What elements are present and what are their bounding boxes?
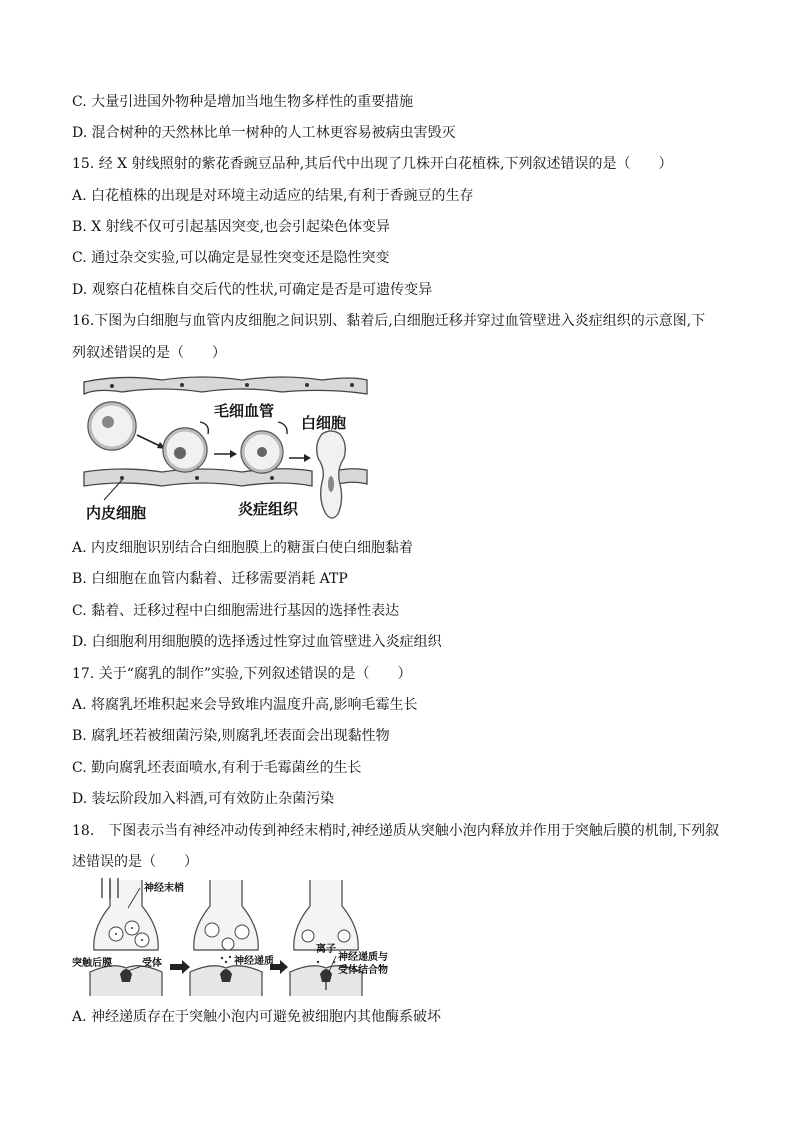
label-receptor: 受体: [142, 958, 162, 969]
curved-arrow-icon: [200, 422, 208, 434]
arrow-icon: [289, 454, 311, 462]
label-inflamed-tissue: 炎症组织: [238, 500, 299, 518]
label-complex-line1: 神经递质与: [338, 952, 388, 963]
arrow-icon: [137, 435, 166, 449]
q18-stem-line1: 18. 下图表示当有神经冲动传到神经末梢时,神经递质从突触小泡内释放并作用于突触后膜的机制,下列叙: [72, 823, 720, 839]
arrow-icon: [214, 450, 237, 458]
leukocyte-cell: [163, 428, 207, 472]
q17-option-a: A. 将腐乳坯堆积起来会导致堆内温度升高,影响毛霉生长: [72, 697, 418, 713]
q17-option-c: C. 勤向腐乳坯表面喷水,有利于毛霉菌丝的生长: [72, 760, 362, 776]
q16-option-d: D. 白细胞利用细胞膜的选择透过性穿过血管壁进入炎症组织: [72, 634, 442, 650]
q16-stem-line1: 16.下图为白细胞与血管内皮细胞之间识别、黏着后,白细胞迁移并穿过血管壁进入炎症组织的示意图,下: [72, 313, 706, 329]
label-ion: 离子: [316, 944, 336, 955]
label-endothelial-cell: 内皮细胞: [86, 504, 147, 522]
synapse-figure: [72, 878, 392, 996]
q16-stem-line2: 列叙述错误的是（ ）: [72, 345, 226, 361]
q14-option-c: C. 大量引进国外物种是增加当地生物多样性的重要措施: [72, 94, 414, 110]
q14-option-d: D. 混合树种的天然林比单一树种的人工林更容易被病虫害毁灭: [72, 125, 456, 141]
label-nerve-terminal: 神经末梢: [144, 883, 184, 894]
q15-option-c: C. 通过杂交实验,可以确定是显性突变还是隐性突变: [72, 250, 390, 266]
label-leukocyte: 白细胞: [301, 414, 347, 432]
label-complex-line2: 受体结合物: [338, 965, 388, 976]
q15-stem: 15. 经 X 射线照射的紫花香豌豆品种,其后代中出现了几株开白花植株,下列叙述错误的是（ ）: [72, 156, 673, 172]
arrow-icon: [170, 960, 190, 974]
synapse-panel-1: [90, 878, 162, 996]
q15-option-a: A. 白花植株的出现是对环境主动适应的结果,有利于香豌豆的生存: [72, 188, 474, 204]
synapse-panel-3: [290, 880, 362, 996]
q16-option-c: C. 黏着、迁移过程中白细胞需进行基因的选择性表达: [72, 603, 400, 619]
q18-option-a: A. 神经递质存在于突触小泡内可避免被细胞内其他酶系破坏: [72, 1009, 442, 1025]
q16-option-b: B. 白细胞在血管内黏着、迁移需要消耗 ATP: [72, 571, 348, 587]
leukocyte-cell: [88, 402, 136, 450]
q15-option-d: D. 观察白花植株自交后代的性状,可确定是否是可遗传变异: [72, 282, 433, 298]
q18-stem-line2: 述错误的是（ ）: [72, 854, 198, 870]
q16-option-a: A. 内皮细胞识别结合白细胞膜上的糖蛋白使白细胞黏着: [72, 540, 414, 556]
leukocyte-cell: [241, 431, 283, 473]
synapse-panel-2: [190, 880, 262, 996]
label-capillary: 毛细血管: [214, 402, 275, 420]
q17-option-d: D. 装坛阶段加入料酒,可有效防止杂菌污染: [72, 791, 335, 807]
label-postsynaptic-membrane: 突触后膜: [72, 958, 112, 969]
capillary-top-wall: [84, 377, 367, 394]
q15-option-b: B. X 射线不仅可引起基因突变,也会引起染色体变异: [72, 219, 391, 235]
label-neurotransmitter: 神经递质: [234, 956, 274, 967]
q17-stem: 17. 关于“腐乳的制作”实验,下列叙述错误的是（ ）: [72, 666, 412, 682]
leukocyte-migration-figure: [82, 372, 372, 527]
curved-arrow-icon: [278, 422, 287, 434]
q17-option-b: B. 腐乳坯若被细菌污染,则腐乳坯表面会出现黏性物: [72, 728, 390, 744]
